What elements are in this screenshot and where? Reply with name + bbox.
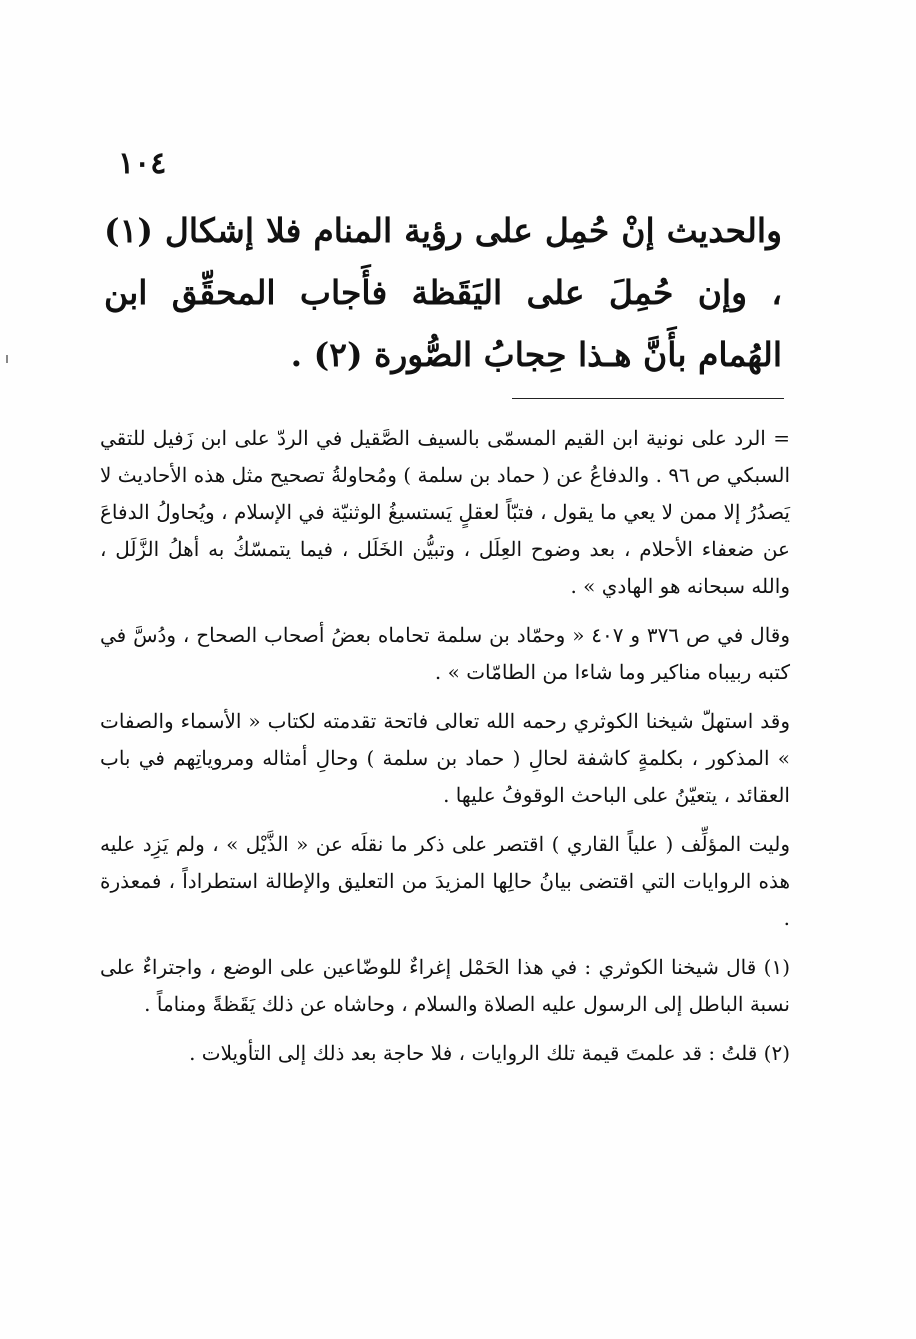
footnote-continuation-paragraph: وليت المؤلِّف ( علياً القاري ) اقتصر على ذكر ما نقلَه عن « الذَّيْل » ، ولم يَزِد عليه هذه الروايات التي اقتضى بيانُ حالِها المزيدَ من التعليق والإطالة استطراداً ، فمعذرة . <box>100 832 790 930</box>
footnote-continuation-paragraph: وقد استهلّ شيخنا الكوثري رحمه الله تعالى فاتحة تقدمته لكتاب « الأسماء والصفات » المذكور ، بكلمةٍ كاشفة لحالِ ( حماد بن سلمة ) وحالِ أمثاله ومروياتِهم في باب العقائد ، يتعيّنُ على الباحث الوقوفُ عليها . <box>100 709 790 807</box>
margin-mark <box>6 355 8 363</box>
main-text-paragraph: والحديث إنْ حُمِل على رؤية المنام فلا إشكال (١) ، وإن حُمِلَ على اليَقَظة فأَجاب المحقِّق ابن الهُمام بأَنَّ هـذا حِجابُ الصُّورة (٢) . <box>104 211 782 374</box>
footnote-2: (٢) قلتُ : قد علمتَ قيمة تلك الروايات ، فلا حاجة بعد ذلك إلى التأويلات . <box>189 1041 790 1065</box>
footnote-1: (١) قال شيخنا الكوثري : في هذا الحَمْل إغراءٌ للوضّاعين على الوضع ، واجتراءٌ على نسبة الباطل إلى الرسول عليه الصلاة والسلام ، وحاشاه عن ذلك يَقَظةً ومناماً . <box>100 955 790 1016</box>
footnotes-section <box>100 420 790 1084</box>
footnote-divider <box>512 398 784 399</box>
footnote-continuation-paragraph: = الرد على نونية ابن القيم المسمّى بالسيف الصَّقيل في الردّ على ابن زَفيل للتقي السبكي ص ٩٦ . والدفاعُ عن ( حماد بن سلمة ) ومُحاولةُ تصحيح مثل هذه الأحاديث لا يَصدُرُ إلا ممن لا يعي ما يقول ، فتبّاً لعقلٍ يَستسيغُ الوثنيّة في الإسلام ، ويُحاولُ الدفاعَ عن ضعفاء الأحلام ، بعد وضوح العِلَل ، وتبيُّن الخَلَل ، فيما يتمسّكُ به أهلُ الزَّلَل ، والله سبحانه هو الهادي » . <box>100 426 790 598</box>
page-number: ١٠٤ <box>118 146 167 181</box>
footnote-continuation-paragraph: وقال في ص ٣٧٦ و ٤٠٧ « وحمّاد بن سلمة تحاماه بعضُ أصحاب الصحاح ، ودُسَّ في كتبه ربيباه مناكير وما شاءا من الطامّات » . <box>100 623 790 684</box>
